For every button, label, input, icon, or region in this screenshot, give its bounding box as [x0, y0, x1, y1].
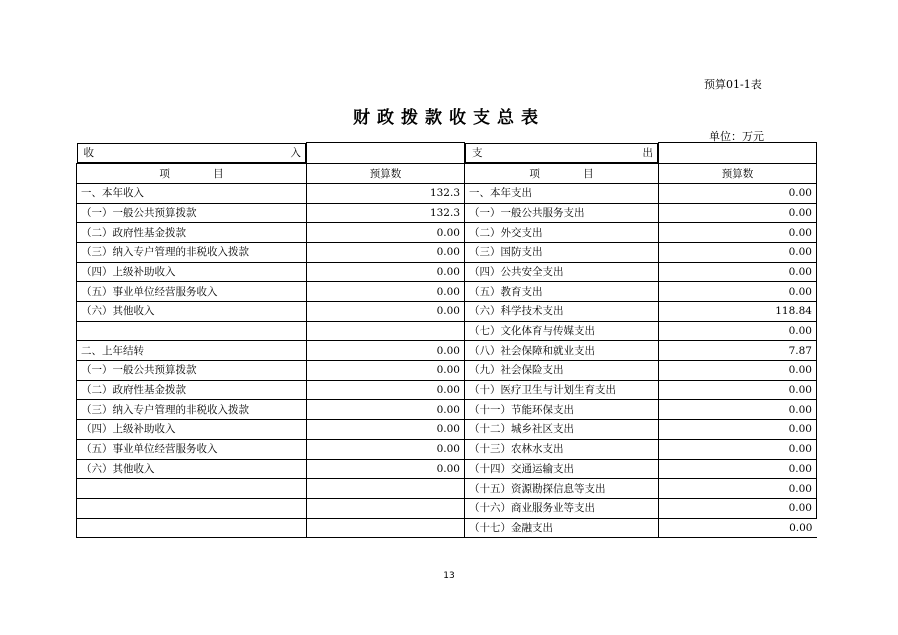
- expense-item-cell: （十二）城乡社区支出: [465, 420, 659, 440]
- table-row: [77, 518, 817, 538]
- income-amount-cell: [307, 518, 465, 538]
- table-row: [77, 439, 817, 459]
- expense-amount-cell: 0.00: [659, 498, 817, 518]
- income-item-cell: （四）上级补助收入: [77, 262, 307, 282]
- document-code: 预算01-1表: [704, 78, 762, 91]
- income-amount-cell: 0.00: [307, 361, 465, 381]
- expense-header-char-1: 支: [472, 146, 483, 159]
- expense-item-cell: （十七）金融支出: [465, 518, 659, 538]
- expense-item-cell: （十六）商业服务业等支出: [465, 498, 659, 518]
- expense-header-cell: [465, 143, 658, 164]
- income-amount-cell: 0.00: [307, 282, 465, 302]
- income-amount-cell: 132.3: [307, 203, 465, 223]
- expense-amount-cell: 0.00: [659, 518, 817, 538]
- expense-amount-cell: 0.00: [659, 262, 817, 282]
- page-title: 财政拨款收支总表: [353, 108, 545, 128]
- expense-item-cell: （十）医疗卫生与计划生育支出: [465, 380, 659, 400]
- income-amount-cell: 0.00: [307, 459, 465, 479]
- table-row: [77, 282, 817, 302]
- income-item-cell: （三）纳入专户管理的非税收入拨款: [77, 400, 307, 420]
- expense-item-cell: （三）国防支出: [465, 242, 659, 262]
- expense-item-cell: （十五）资源勘探信息等支出: [465, 479, 659, 499]
- expense-item-cell: （二）外交支出: [465, 223, 659, 243]
- unit-label: 单位：万元: [709, 130, 764, 143]
- expense-amount-cell: 0.00: [659, 420, 817, 440]
- income-header-cell: [77, 143, 307, 164]
- income-item-cell: [77, 498, 307, 518]
- income-item-cell: （二）政府性基金拨款: [77, 223, 307, 243]
- table-row: [77, 321, 817, 341]
- expense-amount-cell: 0.00: [659, 203, 817, 223]
- table-row: [77, 420, 817, 440]
- expense-item-cell: （一）一般公共服务支出: [465, 203, 659, 223]
- income-item-cell: [77, 479, 307, 499]
- income-header-blank: [307, 143, 465, 164]
- income-amount-cell: 132.3: [307, 183, 465, 203]
- expense-item-cell: （九）社会保险支出: [465, 361, 659, 381]
- table-row: [77, 242, 817, 262]
- expense-item-cell: （四）公共安全支出: [465, 262, 659, 282]
- table-row: [77, 459, 817, 479]
- table-row: [77, 400, 817, 420]
- expense-item-cell: （十三）农林水支出: [465, 439, 659, 459]
- budget-table: [76, 142, 817, 538]
- page-number: 13: [443, 571, 455, 581]
- income-amount-cell: 0.00: [307, 400, 465, 420]
- income-amount-cell: [307, 321, 465, 341]
- income-item-cell: （一）一般公共预算拨款: [77, 361, 307, 381]
- expense-amount-cell: 7.87: [659, 341, 817, 361]
- table-row: [77, 183, 817, 203]
- income-item-cell: [77, 321, 307, 341]
- income-amount-cell: 0.00: [307, 223, 465, 243]
- income-item-header: 项 目: [77, 164, 307, 184]
- table-row: [77, 203, 817, 223]
- income-amount-cell: 0.00: [307, 420, 465, 440]
- income-header-char-2: 入: [290, 146, 301, 159]
- column-header-row: [77, 164, 817, 184]
- expense-amount-cell: 0.00: [659, 321, 817, 341]
- expense-item-cell: （十四）交通运输支出: [465, 459, 659, 479]
- expense-amount-cell: 0.00: [659, 361, 817, 381]
- table-row: [77, 498, 817, 518]
- expense-header-blank: [659, 143, 817, 164]
- section-header-row: [77, 143, 817, 164]
- income-item-cell: （三）纳入专户管理的非税收入拨款: [77, 242, 307, 262]
- expense-amount-cell: 0.00: [659, 242, 817, 262]
- income-item-cell: 二、上年结转: [77, 341, 307, 361]
- table-row: [77, 262, 817, 282]
- expense-amount-header: 预算数: [659, 164, 817, 184]
- income-amount-cell: 0.00: [307, 341, 465, 361]
- expense-amount-cell: 0.00: [659, 183, 817, 203]
- expense-header-char-2: 出: [642, 146, 653, 159]
- expense-amount-cell: 118.84: [659, 302, 817, 322]
- income-amount-cell: 0.00: [307, 242, 465, 262]
- table-row: [77, 479, 817, 499]
- income-amount-cell: [307, 498, 465, 518]
- income-item-cell: [77, 518, 307, 538]
- expense-amount-cell: 0.00: [659, 400, 817, 420]
- expense-amount-cell: 0.00: [659, 282, 817, 302]
- table-row: [77, 341, 817, 361]
- income-amount-cell: 0.00: [307, 380, 465, 400]
- table-row: [77, 361, 817, 381]
- expense-amount-cell: 0.00: [659, 223, 817, 243]
- income-item-cell: （四）上级补助收入: [77, 420, 307, 440]
- income-item-cell: 一、本年收入: [77, 183, 307, 203]
- income-item-cell: （五）事业单位经营服务收入: [77, 439, 307, 459]
- table-row: [77, 223, 817, 243]
- income-header-char-1: 收: [83, 146, 94, 159]
- expense-amount-cell: 0.00: [659, 459, 817, 479]
- income-amount-cell: [307, 479, 465, 499]
- income-amount-cell: 0.00: [307, 302, 465, 322]
- income-amount-cell: 0.00: [307, 262, 465, 282]
- expense-amount-cell: 0.00: [659, 479, 817, 499]
- expense-item-cell: （八）社会保障和就业支出: [465, 341, 659, 361]
- income-item-cell: （六）其他收入: [77, 459, 307, 479]
- expense-item-cell: （六）科学技术支出: [465, 302, 659, 322]
- expense-amount-cell: 0.00: [659, 380, 817, 400]
- expense-item-header: 项 目: [465, 164, 659, 184]
- income-item-cell: （二）政府性基金拨款: [77, 380, 307, 400]
- income-item-cell: （一）一般公共预算拨款: [77, 203, 307, 223]
- income-amount-cell: 0.00: [307, 439, 465, 459]
- expense-amount-cell: 0.00: [659, 439, 817, 459]
- expense-item-cell: （七）文化体育与传媒支出: [465, 321, 659, 341]
- table-row: [77, 380, 817, 400]
- income-amount-header: 预算数: [307, 164, 465, 184]
- expense-item-cell: （五）教育支出: [465, 282, 659, 302]
- table-row: [77, 302, 817, 322]
- income-item-cell: （五）事业单位经营服务收入: [77, 282, 307, 302]
- expense-item-cell: （十一）节能环保支出: [465, 400, 659, 420]
- expense-item-cell: 一、本年支出: [465, 183, 659, 203]
- income-item-cell: （六）其他收入: [77, 302, 307, 322]
